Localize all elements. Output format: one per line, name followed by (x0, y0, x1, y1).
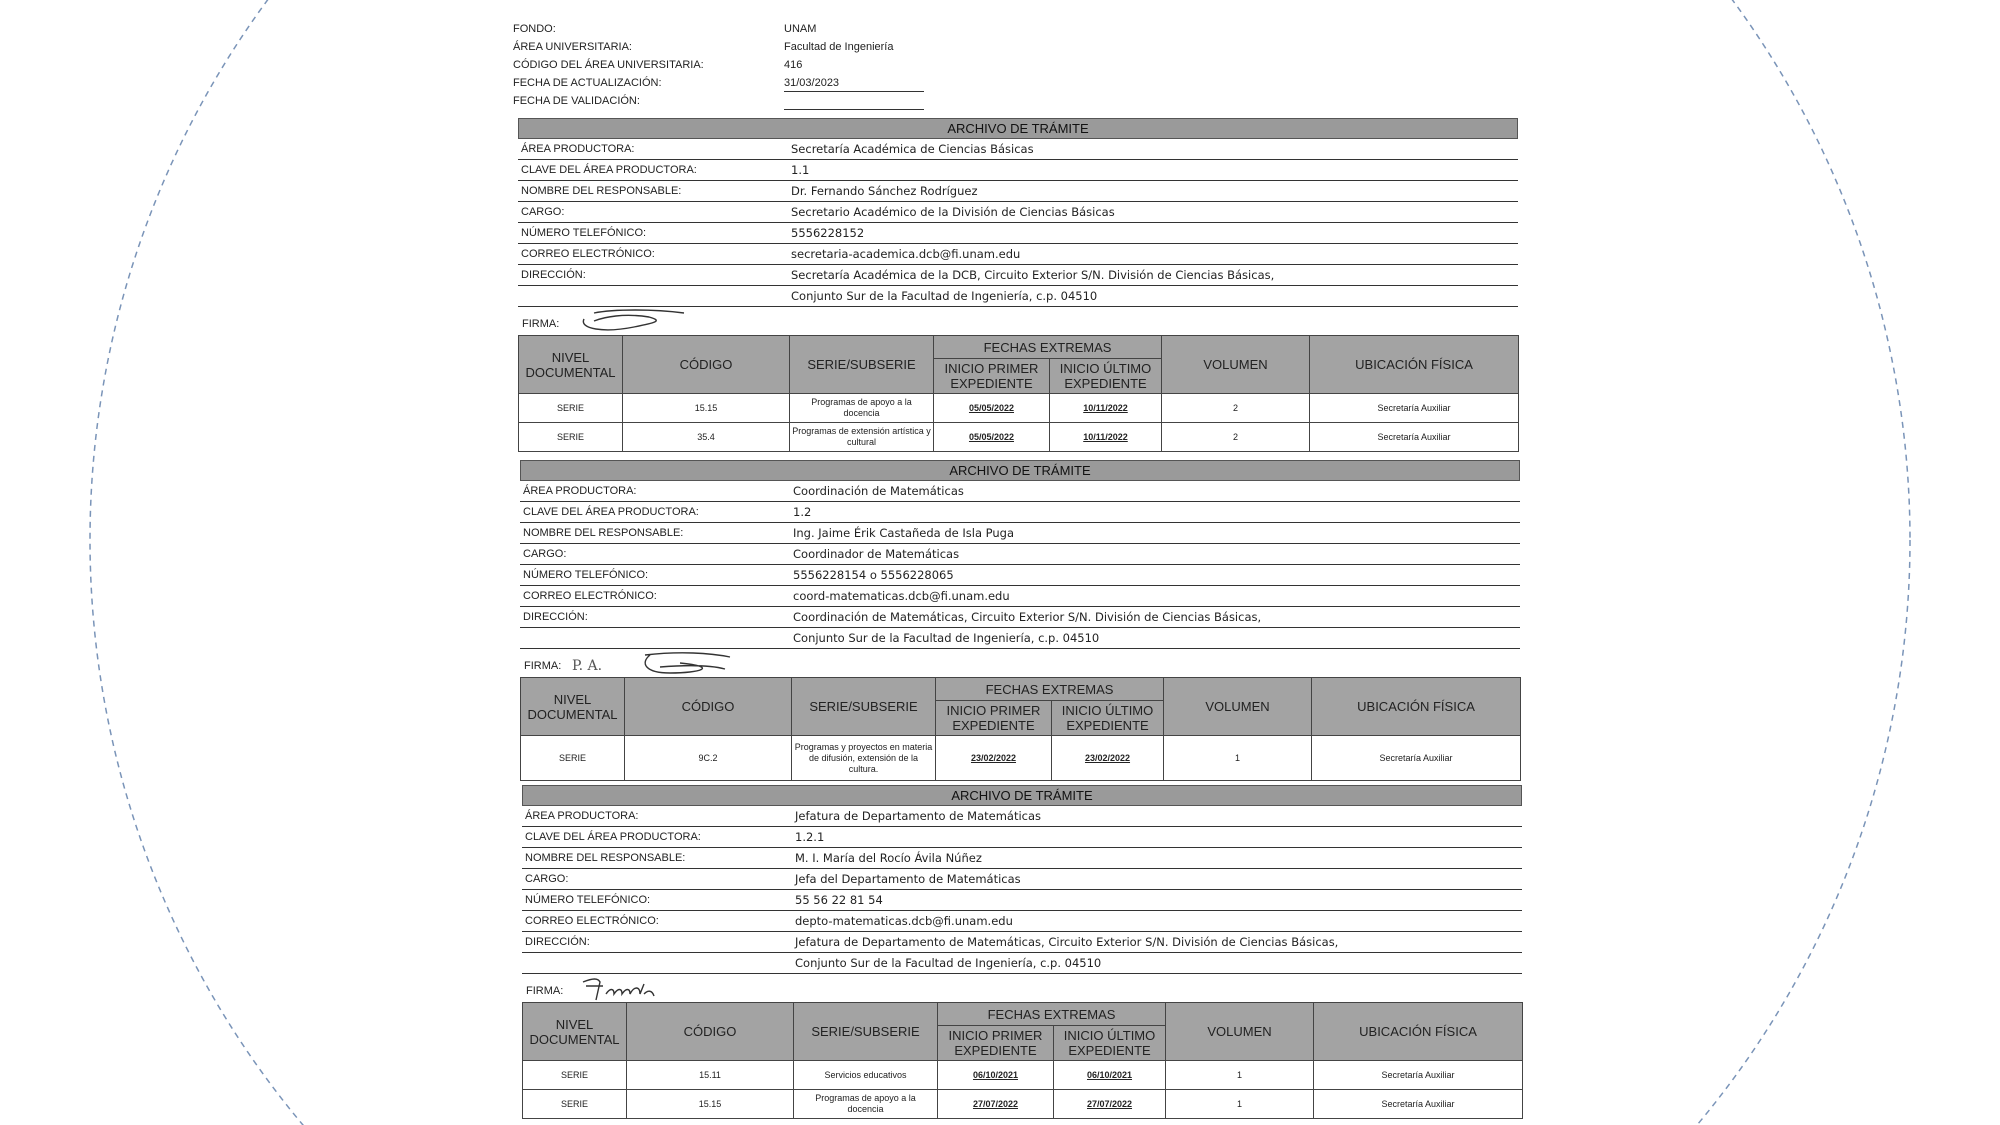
firma-row (522, 974, 1522, 1002)
cell-serie: Programas de apoyo a la docencia (794, 1090, 938, 1119)
th-inicio-ultimo: INICIO ÚLTIMO EXPEDIENTE (1054, 1026, 1166, 1061)
header-row-fondo (513, 20, 924, 38)
th-fechas: FECHAS EXTREMAS (938, 1003, 1166, 1026)
clave-value: 1.2.1 (795, 830, 825, 844)
cargo-value: Secretario Académico de la División de Ciencias Básicas (791, 205, 1115, 219)
th-codigo: CÓDIGO (623, 336, 790, 394)
info-row-telefono (518, 223, 1518, 244)
cell-volumen: 1 (1166, 1090, 1314, 1119)
firma-label: FIRMA: (522, 318, 560, 330)
direccion-label: DIRECCIÓN: (521, 269, 586, 281)
cell-inicio-ultimo: 27/07/2022 (1054, 1090, 1166, 1119)
info-row-telefono (522, 890, 1522, 911)
fecha-actualizacion-label: FECHA DE ACTUALIZACIÓN: (513, 77, 662, 89)
area-universitaria-value: Facultad de Ingeniería (784, 41, 894, 53)
codigo-area-label: CÓDIGO DEL ÁREA UNIVERSITARIA: (513, 59, 704, 71)
firma-label: FIRMA: (524, 660, 562, 672)
th-inicio-ultimo: INICIO ÚLTIMO EXPEDIENTE (1050, 359, 1162, 394)
info-row-clave (522, 827, 1522, 848)
telefono-value: 5556228154 o 5556228065 (793, 568, 954, 582)
nombre-value: Dr. Fernando Sánchez Rodríguez (791, 184, 978, 198)
nombre-label: NOMBRE DEL RESPONSABLE: (525, 852, 686, 864)
cell-inicio-primer: 06/10/2021 (938, 1061, 1054, 1090)
cell-inicio-primer: 05/05/2022 (934, 423, 1050, 452)
info-row-cargo (518, 202, 1518, 223)
info-row-area (520, 481, 1520, 502)
telefono-value: 55 56 22 81 54 (795, 893, 883, 907)
cell-volumen: 1 (1164, 736, 1312, 781)
table-row (523, 1090, 1523, 1119)
th-ubicacion: UBICACIÓN FÍSICA (1314, 1003, 1523, 1061)
cell-inicio-ultimo: 10/11/2022 (1050, 394, 1162, 423)
telefono-value: 5556228152 (791, 226, 865, 240)
info-row-direccion (522, 932, 1522, 953)
header-row-fecha-val (513, 92, 924, 110)
cell-nivel: SERIE (523, 1061, 627, 1090)
info-row-direccion-cont (520, 628, 1520, 649)
th-volumen: VOLUMEN (1162, 336, 1310, 394)
codigo-area-value: 416 (784, 59, 803, 71)
th-serie: SERIE/SUBSERIE (790, 336, 934, 394)
archivo-section-1 (518, 118, 1518, 452)
table-row (523, 1061, 1523, 1090)
cargo-label: CARGO: (521, 206, 565, 218)
th-codigo: CÓDIGO (625, 678, 792, 736)
correo-value: coord-matematicas.dcb@fi.unam.edu (793, 589, 1010, 603)
clave-label: CLAVE DEL ÁREA PRODUCTORA: (525, 831, 701, 843)
header-row-area (513, 38, 924, 56)
cell-nivel: SERIE (523, 1090, 627, 1119)
signature-mark (640, 649, 770, 677)
fondo-label: FONDO: (513, 23, 556, 35)
cargo-label: CARGO: (523, 548, 567, 560)
cell-codigo: 15.11 (627, 1061, 794, 1090)
correo-value: depto-matematicas.dcb@fi.unam.edu (795, 914, 1013, 928)
info-row-direccion-cont (522, 953, 1522, 974)
clave-label: CLAVE DEL ÁREA PRODUCTORA: (523, 506, 699, 518)
th-fechas: FECHAS EXTREMAS (936, 678, 1164, 701)
th-inicio-ultimo: INICIO ÚLTIMO EXPEDIENTE (1052, 701, 1164, 736)
clave-value: 1.1 (791, 163, 810, 177)
cell-inicio-primer: 27/07/2022 (938, 1090, 1054, 1119)
table-row (519, 394, 1519, 423)
correo-label: CORREO ELECTRÓNICO: (523, 590, 657, 602)
section-title: ARCHIVO DE TRÁMITE (520, 460, 1520, 481)
cell-codigo: 15.15 (623, 394, 790, 423)
area-value: Secretaría Académica de Ciencias Básicas (791, 142, 1034, 156)
info-row-clave (520, 502, 1520, 523)
firma-label: FIRMA: (526, 985, 564, 997)
direccion-value-line1: Secretaría Académica de la DCB, Circuito Exterior S/N. División de Ciencias Básicas, (791, 268, 1275, 282)
info-row-correo (518, 244, 1518, 265)
cell-ubicacion: Secretaría Auxiliar (1314, 1061, 1523, 1090)
documents-table (518, 335, 1519, 452)
correo-label: CORREO ELECTRÓNICO: (525, 915, 659, 927)
nombre-value: Ing. Jaime Érik Castañeda de Isla Puga (793, 526, 1015, 540)
documents-table (520, 677, 1521, 781)
info-row-direccion (518, 265, 1518, 286)
info-row-cargo (522, 869, 1522, 890)
info-row-cargo (520, 544, 1520, 565)
direccion-value-line2: Conjunto Sur de la Facultad de Ingeniería, c.p. 04510 (791, 289, 1098, 303)
nombre-label: NOMBRE DEL RESPONSABLE: (523, 527, 684, 539)
th-inicio-primer: INICIO PRIMER EXPEDIENTE (936, 701, 1052, 736)
cargo-label: CARGO: (525, 873, 569, 885)
firma-row (518, 307, 1518, 335)
info-row-nombre (518, 181, 1518, 202)
documents-table (522, 1002, 1523, 1119)
cell-serie: Programas de extensión artística y cultural (790, 423, 934, 452)
nombre-value: M. I. María del Rocío Ávila Núñez (795, 851, 982, 865)
cell-inicio-primer: 23/02/2022 (936, 736, 1052, 781)
table-row (519, 423, 1519, 452)
cell-serie: Programas y proyectos en materia de difusión, extensión de la cultura. (792, 736, 936, 781)
firma-pa-text: P. A. (572, 658, 603, 674)
archivo-section-3 (522, 785, 1522, 1119)
th-serie: SERIE/SUBSERIE (794, 1003, 938, 1061)
th-inicio-primer: INICIO PRIMER EXPEDIENTE (938, 1026, 1054, 1061)
cell-inicio-ultimo: 10/11/2022 (1050, 423, 1162, 452)
cargo-value: Coordinador de Matemáticas (793, 547, 960, 561)
direccion-value-line2: Conjunto Sur de la Facultad de Ingeniería, c.p. 04510 (795, 956, 1102, 970)
area-universitaria-label: ÁREA UNIVERSITARIA: (513, 41, 632, 53)
area-label: ÁREA PRODUCTORA: (525, 810, 639, 822)
cell-inicio-ultimo: 06/10/2021 (1054, 1061, 1166, 1090)
cell-ubicacion: Secretaría Auxiliar (1312, 736, 1521, 781)
th-volumen: VOLUMEN (1164, 678, 1312, 736)
section-title: ARCHIVO DE TRÁMITE (522, 785, 1522, 806)
section-title: ARCHIVO DE TRÁMITE (518, 118, 1518, 139)
header-row-fecha-act (513, 74, 924, 92)
th-inicio-primer: INICIO PRIMER EXPEDIENTE (934, 359, 1050, 394)
cell-volumen: 2 (1162, 423, 1310, 452)
info-row-area (522, 806, 1522, 827)
th-volumen: VOLUMEN (1166, 1003, 1314, 1061)
cell-nivel: SERIE (521, 736, 625, 781)
fondo-value: UNAM (784, 23, 817, 35)
telefono-label: NÚMERO TELEFÓNICO: (521, 227, 647, 239)
area-label: ÁREA PRODUCTORA: (523, 485, 637, 497)
direccion-value-line1: Coordinación de Matemáticas, Circuito Exterior S/N. División de Ciencias Básicas, (793, 610, 1262, 624)
area-value: Jefatura de Departamento de Matemáticas (795, 809, 1042, 823)
cell-ubicacion: Secretaría Auxiliar (1314, 1090, 1523, 1119)
info-row-correo (520, 586, 1520, 607)
fecha-validacion-value (784, 92, 924, 110)
info-row-correo (522, 911, 1522, 932)
direccion-value-line2: Conjunto Sur de la Facultad de Ingeniería, c.p. 04510 (793, 631, 1100, 645)
info-row-direccion (520, 607, 1520, 628)
nombre-label: NOMBRE DEL RESPONSABLE: (521, 185, 682, 197)
table-row (521, 736, 1521, 781)
cell-inicio-ultimo: 23/02/2022 (1052, 736, 1164, 781)
correo-label: CORREO ELECTRÓNICO: (521, 248, 655, 260)
cell-serie: Servicios educativos (794, 1061, 938, 1090)
area-label: ÁREA PRODUCTORA: (521, 143, 635, 155)
info-row-nombre (522, 848, 1522, 869)
document-header (513, 20, 924, 110)
direccion-value-line1: Jefatura de Departamento de Matemáticas, Circuito Exterior S/N. División de Ciencias Básicas, (795, 935, 1339, 949)
area-value: Coordinación de Matemáticas (793, 484, 964, 498)
info-row-direccion-cont (518, 286, 1518, 307)
cell-nivel: SERIE (519, 394, 623, 423)
clave-value: 1.2 (793, 505, 812, 519)
cell-codigo: 9C.2 (625, 736, 792, 781)
signature-mark (578, 974, 708, 1002)
archivo-section-2 (520, 460, 1520, 781)
scanned-document (485, 8, 1530, 1125)
info-row-clave (518, 160, 1518, 181)
fecha-validacion-label: FECHA DE VALIDACIÓN: (513, 95, 640, 107)
th-nivel: NIVEL DOCUMENTAL (519, 336, 623, 394)
direccion-label: DIRECCIÓN: (525, 936, 590, 948)
th-codigo: CÓDIGO (627, 1003, 794, 1061)
info-row-nombre (520, 523, 1520, 544)
cell-codigo: 35.4 (623, 423, 790, 452)
th-fechas: FECHAS EXTREMAS (934, 336, 1162, 359)
clave-label: CLAVE DEL ÁREA PRODUCTORA: (521, 164, 697, 176)
correo-value: secretaria-academica.dcb@fi.unam.edu (791, 247, 1021, 261)
telefono-label: NÚMERO TELEFÓNICO: (523, 569, 649, 581)
telefono-label: NÚMERO TELEFÓNICO: (525, 894, 651, 906)
cell-volumen: 2 (1162, 394, 1310, 423)
header-row-codigo (513, 56, 924, 74)
th-ubicacion: UBICACIÓN FÍSICA (1310, 336, 1519, 394)
th-ubicacion: UBICACIÓN FÍSICA (1312, 678, 1521, 736)
direccion-label: DIRECCIÓN: (523, 611, 588, 623)
cell-ubicacion: Secretaría Auxiliar (1310, 423, 1519, 452)
info-row-area (518, 139, 1518, 160)
th-nivel: NIVEL DOCUMENTAL (521, 678, 625, 736)
th-nivel: NIVEL DOCUMENTAL (523, 1003, 627, 1061)
cargo-value: Jefa del Departamento de Matemáticas (795, 872, 1021, 886)
cell-serie: Programas de apoyo a la docencia (790, 394, 934, 423)
cell-inicio-primer: 05/05/2022 (934, 394, 1050, 423)
cell-codigo: 15.15 (627, 1090, 794, 1119)
info-row-telefono (520, 565, 1520, 586)
th-serie: SERIE/SUBSERIE (792, 678, 936, 736)
cell-nivel: SERIE (519, 423, 623, 452)
cell-volumen: 1 (1166, 1061, 1314, 1090)
firma-row (520, 649, 1520, 677)
cell-ubicacion: Secretaría Auxiliar (1310, 394, 1519, 423)
signature-mark (574, 307, 704, 335)
fecha-actualizacion-value: 31/03/2023 (784, 74, 924, 92)
